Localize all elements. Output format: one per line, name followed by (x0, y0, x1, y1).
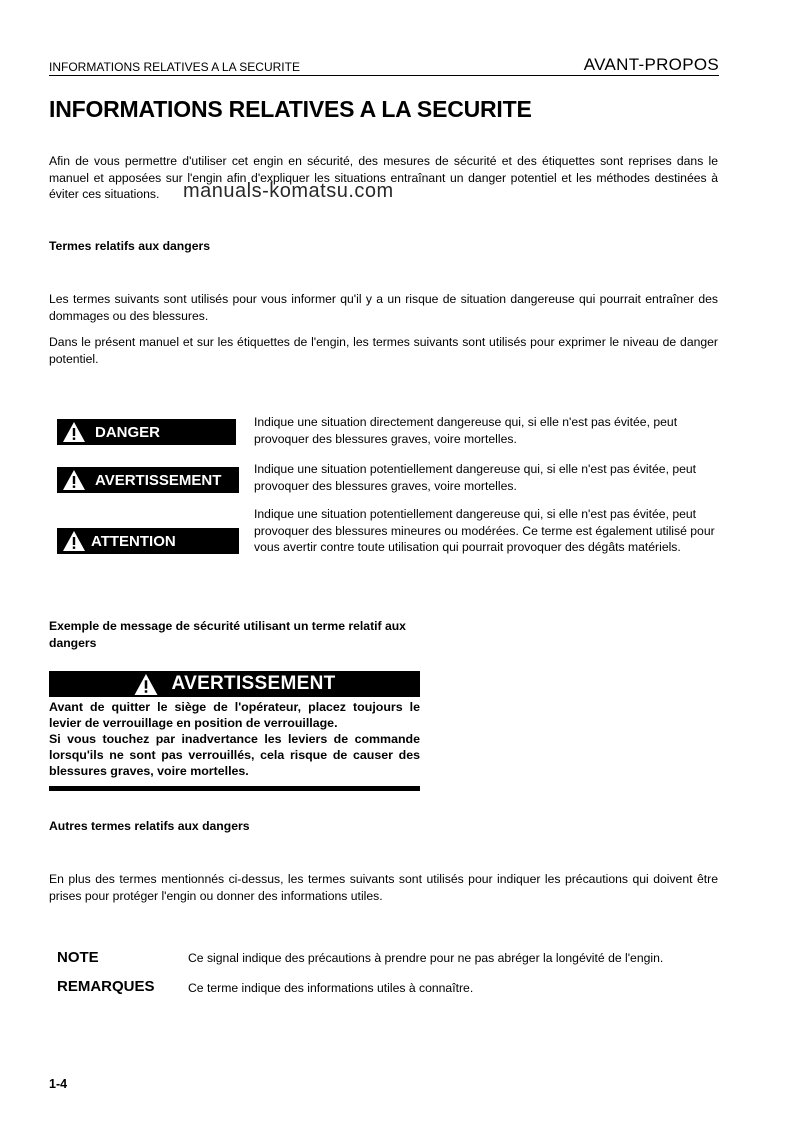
header-rule (49, 75, 719, 76)
intro-paragraph: Afin de vous permettre d'utiliser cet engin en sécurité, des mesures de sécurité et des étiquettes sont reprises dans le manuel et apposées sur l'engin afin d'expliquer les situations entraînant un danger potentiel et les méthodes destinées à éviter ces situations. (49, 154, 718, 201)
warning-triangle-icon (61, 467, 87, 493)
section-heading-danger-terms: Termes relatifs aux dangers (49, 239, 210, 253)
other-terms-paragraph: En plus des termes mentionnés ci-dessus, les termes suivants sont utilisés pour indiquer les précautions qui doivent être prises pour protéger l'engin ou donner des informations utiles. (49, 872, 718, 903)
term-note-label: NOTE (57, 949, 99, 966)
signal-avertissement-label: AVERTISSEMENT (95, 471, 222, 489)
signal-danger-description: Indique une situation directement dangereuse qui, si elle n'est pas évitée, peut provoquer des blessures graves, voire mortelles. (254, 415, 678, 446)
example-heading: Exemple de message de sécurité utilisant un terme relatif aux dangers (49, 619, 406, 650)
warning-triangle-icon (133, 671, 159, 697)
signal-danger-label: DANGER (95, 423, 161, 441)
signal-danger (57, 419, 236, 445)
example-message-line-1: Avant de quitter le siège de l'opérateur, placez toujours le levier de verrouillage en position de verrouillage. (49, 700, 420, 730)
danger-terms-paragraph-2: Dans le présent manuel et sur les étiquettes de l'engin, les termes suivants sont utilisés pour exprimer le niveau de danger potentiel. (49, 335, 718, 366)
term-remarques-label: REMARQUES (57, 978, 155, 995)
signal-attention-description: Indique une situation potentiellement dangereuse qui, si elle n'est pas évitée, peut provoquer des blessures mineures ou modérées. Ce terme est également utilisé pour vous avertir contre toute utilisation qui pourrait provoquer des dégâts matériels. (254, 507, 715, 554)
example-message-text (49, 697, 420, 779)
running-header-section: AVANT-PROPOS (583, 55, 719, 74)
example-bottom-rule (49, 786, 420, 791)
term-note-description: Ce signal indique des précautions à prendre pour ne pas abréger la longévité de l'engin. (188, 951, 664, 965)
example-signal-label: AVERTISSEMENT (171, 673, 336, 694)
warning-triangle-icon (61, 419, 87, 445)
page-title: INFORMATIONS RELATIVES A LA SECURITE (49, 96, 532, 122)
example-safety-message (49, 671, 420, 791)
signal-attention-label: ATTENTION (91, 532, 176, 550)
example-signal-bar (49, 671, 420, 697)
signal-avertissement-description: Indique une situation potentiellement dangereuse qui, si elle n'est pas évitée, peut provoquer des blessures graves, voire mortelles. (254, 462, 697, 493)
warning-triangle-icon (61, 528, 87, 554)
term-remarques-description: Ce terme indique des informations utiles à connaître. (188, 981, 474, 995)
signal-attention (57, 528, 239, 554)
watermark: manuals-komatsu.com (183, 180, 394, 202)
section-heading-other-terms: Autres termes relatifs aux dangers (49, 819, 250, 833)
page-number: 1-4 (49, 1077, 68, 1091)
danger-terms-paragraph-1: Les termes suivants sont utilisés pour vous informer qu'il y a un risque de situation dangereuse qui pourrait entraîner des dommages ou des blessures. (49, 292, 718, 323)
signal-avertissement (57, 467, 239, 493)
running-header-title: INFORMATIONS RELATIVES A LA SECURITE (49, 60, 300, 74)
example-message-line-2: Si vous touchez par inadvertance les leviers de commande lorsqu'ils ne sont pas verrouillés, cela risque de causer des blessures graves, voire mortelles. (49, 732, 420, 778)
